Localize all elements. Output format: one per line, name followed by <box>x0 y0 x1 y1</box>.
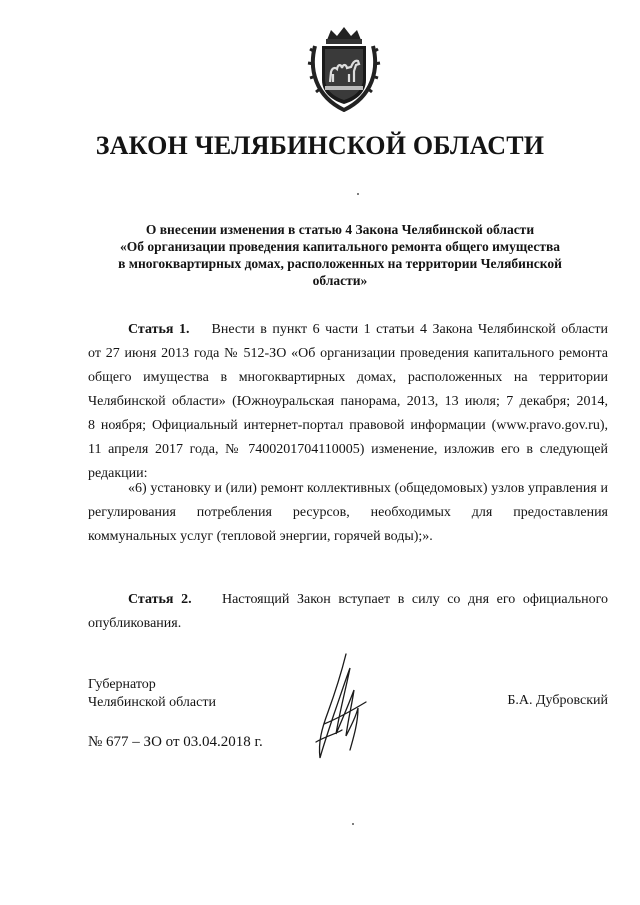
article-1-line: 11 апреля 2017 года, № 7400201704110005) изменение, изложив его в следующей <box>88 442 608 457</box>
document-subtitle <box>100 221 580 289</box>
article-1-text: Внести в пункт 6 части 1 статьи 4 Закона Челябинской области <box>211 322 609 337</box>
amendment-quote <box>88 477 608 549</box>
article-1-line <box>88 318 608 342</box>
article-1-line: от 27 июня 2013 года № 512-ЗО «Об организации проведения капитального ремонта <box>88 346 608 361</box>
governor-title <box>88 676 216 712</box>
quote-line: коммунальных услуг (тепловой энергии, горячей воды);». <box>88 529 433 544</box>
article-1-line: Челябинской области» (Южноуральская панорама, 2013, 13 июля; 7 декабря; 2014, <box>88 394 608 409</box>
article-1-label: Статья 1. <box>128 322 190 337</box>
quote-line: «6) установку и (или) ремонт коллективных (общедомовых) узлов управления и <box>128 481 608 496</box>
article-2-line <box>88 588 608 612</box>
coat-of-arms-emblem <box>307 24 381 112</box>
article-2-label: Статья 2. <box>128 592 192 607</box>
article-1-line: 8 ноября; Официальный интернет-портал правовой информации (www.pravo.gov.ru), <box>88 418 608 433</box>
governor-title-line: Челябинской области <box>88 695 216 710</box>
law-number-date: № 677 – ЗО от 03.04.2018 г. <box>88 734 263 750</box>
article-1 <box>88 318 608 486</box>
quote-line: регулирования потребления ресурсов, необходимых для предоставления <box>88 505 608 520</box>
document-title: ЗАКОН ЧЕЛЯБИНСКОЙ ОБЛАСТИ <box>95 131 545 160</box>
governor-name: Б.А. Дубровский <box>507 693 608 708</box>
article-2-text: Настоящий Закон вступает в силу со дня его официального <box>221 592 609 607</box>
governor-title-line: Губернатор <box>88 677 156 692</box>
article-1-line: общего имущества в многоквартирных домах, расположенных на территории <box>88 370 608 385</box>
subtitle-line: области» <box>312 273 368 288</box>
article-2 <box>88 588 608 636</box>
scan-speck <box>352 823 354 825</box>
scan-speck <box>357 193 359 195</box>
subtitle-line: в многоквартирных домах, расположенных на территории Челябинской <box>118 256 562 271</box>
article-1-line: редакции: <box>88 466 148 481</box>
subtitle-line: О внесении изменения в статью 4 Закона Челябинской области <box>145 222 535 237</box>
handwritten-signature <box>306 650 376 770</box>
subtitle-line: «Об организации проведения капитального ремонта общего имущества <box>119 239 561 254</box>
article-2-line: опубликования. <box>88 616 182 631</box>
